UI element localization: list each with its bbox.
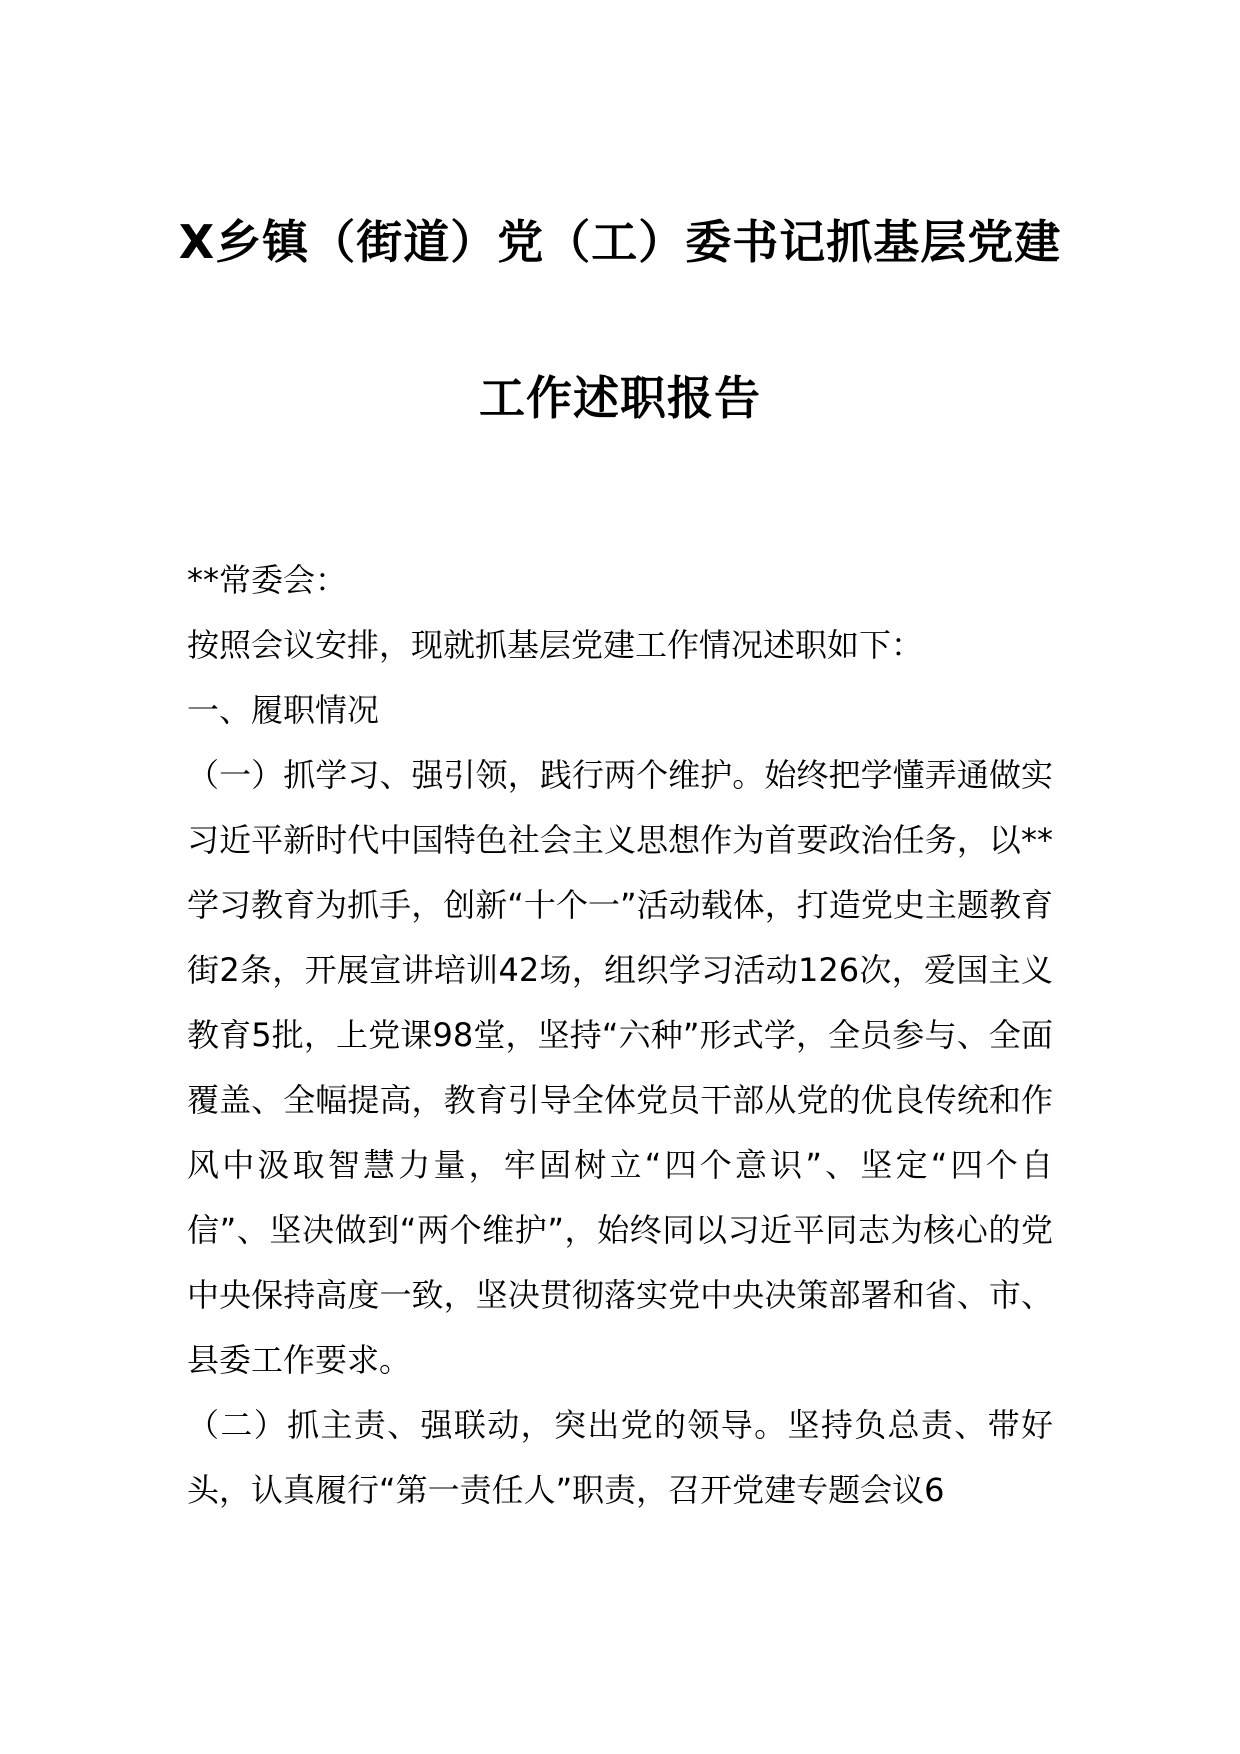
document-title-line-2: 工作述职报告 [479,371,761,425]
document-body [187,548,1053,1523]
paragraph-1: （一）抓学习、强引领，践行两个维护。始终把学懂弄通做实习近平新时代中国特色社会主义思想作为首要政治任务，以**学习教育为抓手，创新“十个一”活动载体，打造党史主题教育街2条，开展宣讲培训42场，组织学习活动126次，爱国主义教育5批，上党课98堂，坚持“六种”形式学，全员参与、全面覆盖、全幅提高，教育引导全体党员干部从党的优良传统和作风中汲取智慧力量，牢固树立“四个意识”、坚定“四个自信”、坚决做到“两个维护”，始终同以习近平同志为核心的党中央保持高度一致，坚决贯彻落实党中央决策部署和省、市、县委工作要求。 [187,756,1053,1379]
intro-paragraph: 按照会议安排，现就抓基层党建工作情况述职如下： [187,626,924,664]
section-heading-1: 一、履职情况 [187,691,380,729]
salutation: **常委会： [187,561,348,599]
document-title-line-1: X乡镇（街道）党（工）委书记抓基层党建 [178,215,1062,269]
paragraph-2: （二）抓主责、强联动，突出党的领导。坚持负总责、带好头，认真履行“第一责任人”职责，召开党建专题会议6 [187,1406,1053,1509]
